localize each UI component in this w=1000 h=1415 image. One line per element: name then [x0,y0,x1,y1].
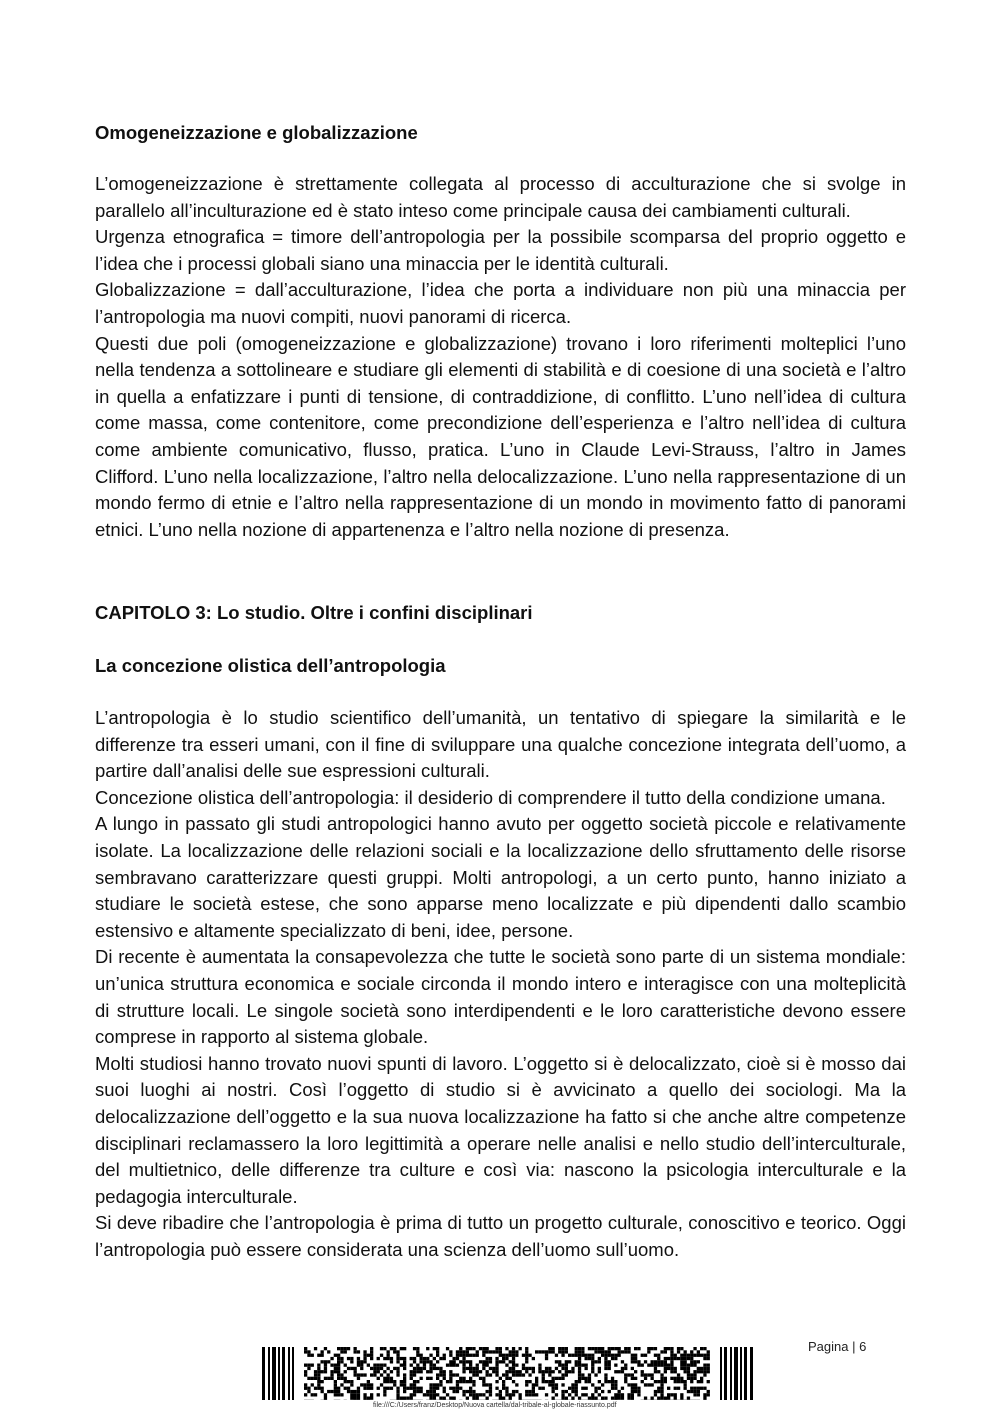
paragraph: A lungo in passato gli studi antropologici hanno avuto per oggetto società piccole e relativamente isolate. La localizzazione delle relazioni sociali e la localizzazione dello sfruttamento delle risorse sembravano caratterizzare questi gruppi. Molti antropologi, a un certo punto, hanno iniziato a studiare le società estese, che sono apparse meno localizzate e più dipendenti dallo scambio estensivo e altamente specializzato di beni, idee, persone. [95,813,906,941]
paragraph: L’antropologia è lo studio scientifico dell’umanità, un tentativo di spiegare la similarità e le differenze tra esseri umani, con il fine di sviluppare una qualche concezione integrata dell’uomo, a partire dall’analisi delle sue espressioni culturali. [95,707,906,782]
chapter-heading: CAPITOLO 3: Lo studio. Oltre i confini disciplinari [95,602,533,623]
paragraph: Questi due poli (omogeneizzazione e globalizzazione) trovano i loro riferimenti molteplici l’uno nella tendenza a sottolineare e studiare gli elementi di stabilità e di coesione di una società e l’altro in quella a enfatizzare i punti di tensione, di contraddizione, di conflitto. L’uno nell’idea di cultura come massa, come contenitore, come precondizione dell’esperienza e l’altro nell’idea di cultura come ambiente comunicativo, flusso, pratica. L’uno in Claude Levi-Strauss, l’altro in James Clifford. L’uno nella localizzazione, l’altro nella delocalizzazione. L’uno nella rappresentazione di un mondo fermo di etnie e l’altro nella rappresentazione di un mondo in movimento fatto di panorami etnici. L’uno nella nozione di appartenenza e l’altro nella nozione di presenza. [95,332,906,540]
section-heading-omogeneizzazione: Omogeneizzazione e globalizzazione [95,122,418,143]
section-body-omogeneizzazione [95,171,906,543]
barcode-image [262,1347,754,1400]
paragraph: Urgenza etnografica = timore dell’antropologia per la possibile scomparsa del proprio oggetto e l’idea che i processi globali siano una minaccia per le identità culturali. [95,226,906,274]
file-path: file:///C:/Users/franz/Desktop/Nuova cartella/dal-tribale-al-globale-riassunto.pdf [373,1402,617,1409]
section-body-concezione-olistica [95,705,906,1263]
page-number: Pagina | 6 [808,1339,867,1354]
paragraph: Concezione olistica dell’antropologia: il desiderio di comprendere il tutto della condizione umana. [95,786,886,808]
paragraph: Globalizzazione = dall’acculturazione, l’idea che porta a individuare non più una minaccia per l’antropologia ma nuovi compiti, nuovi panorami di ricerca. [95,279,906,327]
paragraph: Molti studiosi hanno trovato nuovi spunti di lavoro. L’oggetto si è delocalizzato, cioè si è mosso dai suoi luoghi ai nostri. Così l’oggetto di studio si è avvicinato a quello dei sociologi. Ma la delocalizzazione dell’oggetto e la sua nuova localizzazione ha fatto si che anche altre competenze disciplinari reclamassero la loro legittimità a operare nelle analisi e nello studio dell’interculturale, del multietnico, delle differenze tra culture e così via: nascono la psicologia interculturale e la pedagogia interculturale. [95,1052,906,1207]
paragraph: Si deve ribadire che l’antropologia è prima di tutto un progetto culturale, conoscitivo e teorico. Oggi l’antropologia può essere considerata una scienza dell’uomo sull’uomo. [95,1212,906,1260]
section-heading-concezione-olistica: La concezione olistica dell’antropologia [95,655,446,676]
paragraph: Di recente è aumentata la consapevolezza che tutte le società sono parte di un sistema mondiale: un’unica struttura economica e sociale circonda il mondo intero e interagisce con una molteplicità di strutture locali. Le singole società sono interdipendenti e le loro caratteristiche devono essere comprese in rapporto al sistema globale. [95,946,906,1048]
paragraph: L’omogeneizzazione è strettamente collegata al processo di acculturazione che si svolge in parallelo all’inculturazione ed è stato inteso come principale causa dei cambiamenti culturali. [95,173,906,221]
